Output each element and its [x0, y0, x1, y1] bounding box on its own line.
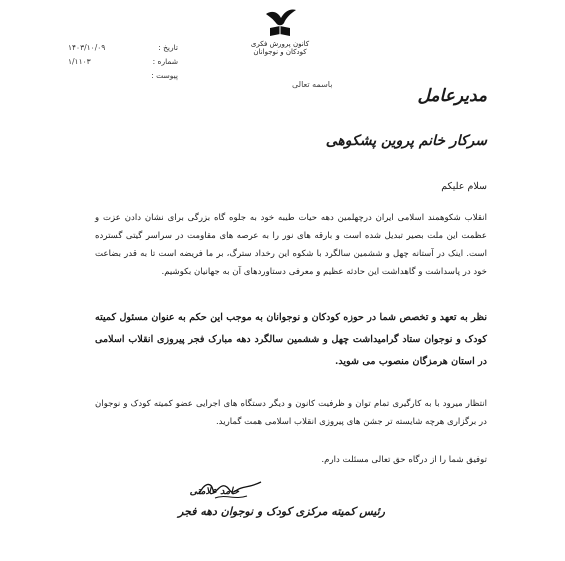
organization-logo: [244, 6, 316, 66]
body-paragraph-1: انقلاب شکوهمند اسلامی ایران درچهلمین دهه حیات طیبه خود به جلوه گاه بزرگی برای نشان دادن عزت و عظمت این ملت بصیر تبدیل شده است و بارقه های نور را به عرصه های مقاومت در سراسر گیتی گسترده است. اینک در آستانه چهل و ششمین سالگرد با شکوه این رخداد سترگ، بر ما فریضه است تا به قدر بضاعت خود در پاسداشت و گاهداشت این حادثه عظیم و معرفی دستاوردهای آن به جهانیان بکوشیم.: [95, 213, 487, 277]
greeting: سلام علیکم: [441, 181, 487, 192]
body-paragraph-4: توفیق شما را از درگاه حق تعالی مسئلت دارم.: [321, 455, 487, 465]
bismillah: باسمه تعالی: [292, 80, 333, 89]
letter-meta: [68, 40, 178, 82]
org-name-line-1: کانون پرورش فکری: [250, 40, 310, 48]
date-row: [68, 40, 178, 54]
letter-body: [95, 209, 487, 469]
date-value: ۱۴۰۳/۱۰/۰۹: [68, 42, 106, 52]
bird-and-book-emblem-icon: [260, 6, 300, 40]
attachment-label: پیوست :: [151, 70, 178, 80]
org-name-line-2: کودکان و نوجوانان: [253, 48, 307, 56]
addressee-title: مدیرعامل: [417, 86, 487, 106]
attachment-row: [68, 68, 178, 82]
signer-name: حامد علامتی: [189, 486, 239, 497]
body-paragraph-2: نظر به تعهد و تخصص شما در حوزه کودکان و نوجوانان به موجب این حکم به عنوان مسئول کمیته کودک و نوجوان ستاد گرامیداشت چهل و ششمین سالگرد دهه مبارک فجر پیروزی انقلاب اسلامی در استان هرمزگان منصوب می شوید.: [95, 312, 487, 367]
number-row: [68, 54, 178, 68]
number-label: شماره :: [152, 56, 178, 66]
date-label: تاریخ :: [158, 42, 178, 52]
addressee-name: سرکار خانم پروین پشکوهی: [325, 133, 487, 149]
body-paragraph-3: انتظار میرود با به کارگیری تمام توان و ظرفیت کانون و دیگر دستگاه های اجرایی عضو کمیته کودک و نوجوان در برگزاری هرچه شایسته تر جشن های پیروزی انقلاب اسلامی همت گمارید.: [95, 399, 487, 427]
number-value: ۱/۱۱۰۳: [68, 56, 91, 66]
signer-title: رئیس کمیته مرکزی کودک و نوجوان دهه فجر: [178, 505, 385, 518]
